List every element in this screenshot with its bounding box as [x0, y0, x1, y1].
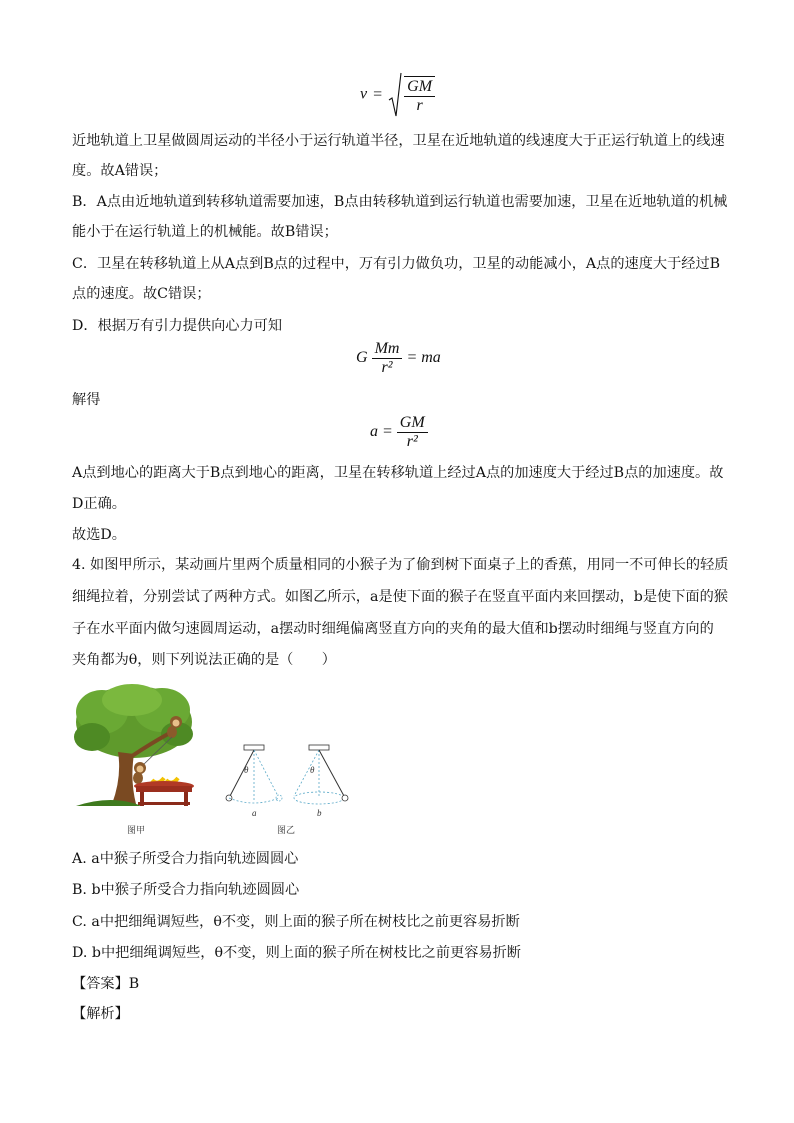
- figure-jia-illustration: [72, 682, 198, 808]
- para-a-line1: 近地轨道上卫星做圆周运动的半径小于运行轨道半径，卫星在近地轨道的线速度大于正运行轨道上的线速: [72, 133, 725, 149]
- option-c: C. a中把细绳调短些，θ不变，则上面的猴子所在树枝比之前更容易折断: [72, 914, 520, 930]
- formula-g-den: r²: [381, 359, 393, 376]
- formula-v-lhs: v: [360, 85, 368, 103]
- formula-velocity: [360, 72, 435, 118]
- para-c-line1: C．卫星在转移轨道上从A点到B点的过程中，万有引力做负功，卫星的动能减小，A点的速度大于经过B: [72, 256, 721, 272]
- para-c-line2: 点的速度。故C错误；: [72, 286, 211, 302]
- figure-yi-diagram: [216, 742, 362, 822]
- option-d: D. b中把细绳调短些，θ不变，则上面的猴子所在树枝比之前更容易折断: [72, 945, 521, 961]
- conclusion: 故选D。: [72, 527, 126, 543]
- option-a: A. a中猴子所受合力指向轨迹圆圆心: [72, 851, 299, 867]
- sqrt-sign-icon: [388, 72, 402, 118]
- theta-label-a: θ: [244, 765, 249, 775]
- pendulum-a-label: a: [252, 808, 257, 818]
- formula-a-den: r²: [406, 433, 418, 450]
- q4-line4: 夹角都为θ，则下列说法正确的是（ ）: [72, 652, 336, 668]
- table-icon: [134, 781, 194, 806]
- q4-line1: 4. 如图甲所示，某动画片里两个质量相同的小猴子为了偷到树下面桌子上的香蕉，用同一不可伸长的轻质: [72, 557, 729, 573]
- para-d: D．根据万有引力提供向心力可知: [72, 318, 283, 334]
- pendulum-b: [294, 745, 348, 804]
- formula-v-den: r: [416, 96, 423, 114]
- theta-label-b: θ: [310, 765, 315, 775]
- figure-yi-caption: 图乙: [277, 826, 296, 836]
- para-e-line1: A点到地心的距离大于B点到地心的距离，卫星在转移轨道上经过A点的加速度大于经过B点的加速度。故: [72, 465, 724, 481]
- para-b-line2: 能小于在运行轨道上的机械能。故B错误；: [72, 224, 338, 240]
- answer-label: 【答案】B: [72, 976, 140, 992]
- para-b-line1: B．A点由近地轨道到转移轨道需要加速，B点由转移轨道到运行轨道也需要加速，卫星在近地轨道的机械: [72, 194, 728, 210]
- pendulum-a: [226, 745, 282, 803]
- para-a-line2: 度。故A错误；: [72, 163, 168, 179]
- formula-g-rhs: = ma: [406, 349, 441, 367]
- formula-v-eq: =: [373, 85, 383, 103]
- formula-a-num: GM: [397, 414, 428, 433]
- q4-line2: 细绳拉着，分别尝试了两种方式。如图乙所示，a是使下面的猴子在竖直平面内来回摆动，b是使下面的猴: [72, 589, 728, 605]
- formula-a-lhs: a =: [370, 423, 393, 441]
- analysis-label: 【解析】: [72, 1006, 129, 1022]
- q4-line3: 子在水平面内做匀速圆周运动，a摆动时细绳偏离竖直方向的夹角的最大值和b摆动时细绳与竖直方向的: [72, 621, 714, 637]
- para-e-line2: D正确。: [72, 496, 126, 512]
- formula-g-num: Mm: [372, 340, 403, 359]
- figure-jia-caption: 图甲: [127, 826, 146, 836]
- formula-g: G: [356, 349, 368, 367]
- tree-trunk: [112, 752, 136, 804]
- formula-gravity: [356, 340, 441, 377]
- formula-v-num: GM: [404, 78, 435, 97]
- option-b: B. b中猴子所受合力指向轨迹圆圆心: [72, 882, 300, 898]
- formula-acceleration: [370, 414, 428, 451]
- pendulum-b-label: b: [317, 808, 322, 818]
- lower-monkey-icon: [133, 762, 146, 784]
- jiede-label: 解得: [72, 392, 101, 408]
